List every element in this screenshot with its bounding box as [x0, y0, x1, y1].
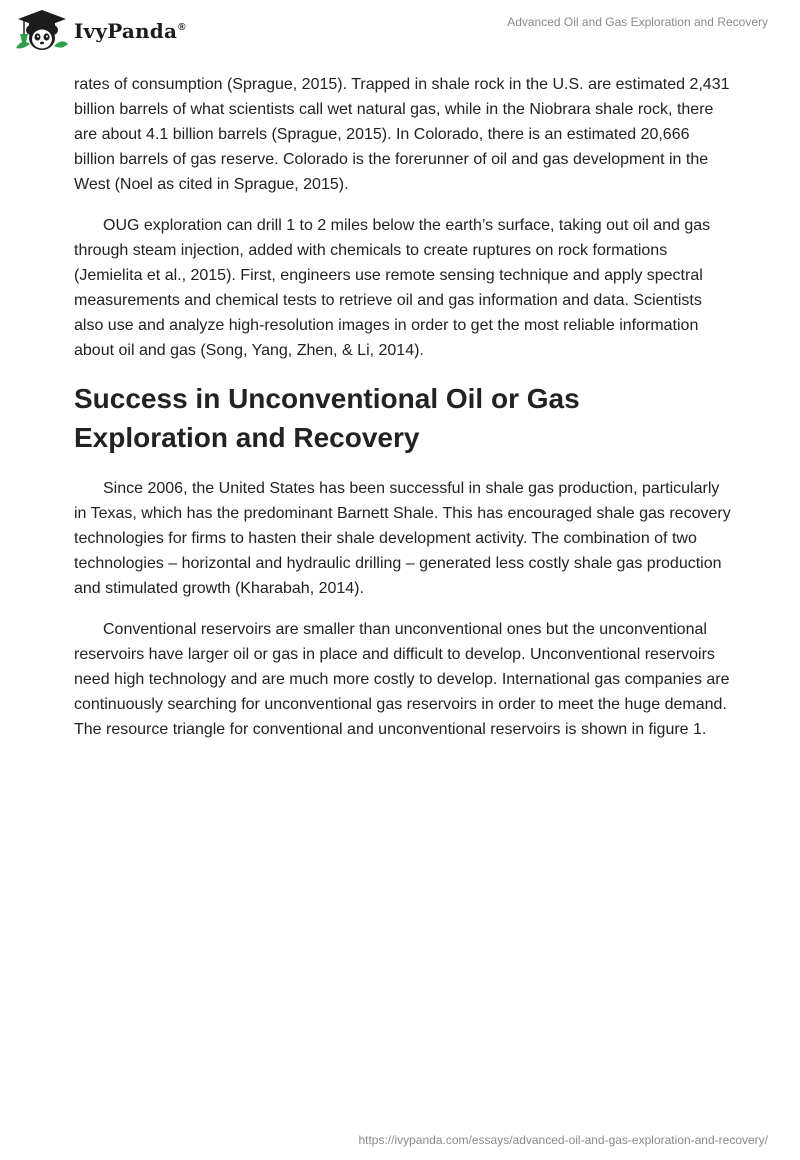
source-url[interactable]: https://ivypanda.com/essays/advanced-oil-and-gas-exploration-and-recovery/	[358, 1133, 768, 1147]
brand-label: IvyPanda	[74, 19, 178, 43]
paragraph-us-shale-success: Since 2006, the United States has been successful in shale gas production, particularly in Texas, which has the predominant Barnett Shale. This has encouraged shale gas recovery technologies for firms to hasten their shale development activity. The combination of two technologies – horizontal and hydraulic drilling – generated less costly shale gas production and stimulated growth (Kharabah, 2014).	[74, 480, 731, 597]
paragraph-continued: rates of consumption (Sprague, 2015). Trapped in shale rock in the U.S. are estimated 2,431 billion barrels of what scientists call wet natural gas, while in the Niobrara shale rock, there are about 4.1 billion barrels (Sprague, 2015). In Colorado, there is an estimated 20,666 billion barrels of gas reserve. Colorado is the forerunner of oil and gas development in the West (Noel as cited in Sprague, 2015).	[74, 76, 730, 193]
paragraph-exploration-methods: OUG exploration can drill 1 to 2 miles below the earth’s surface, taking out oil and gas through steam injection, added with chemicals to create ruptures on rock formations (Jemielita et al., 2015). First, engineers use remote sensing technique and apply spectral measurements and chemical tests to retrieve oil and gas information and data. Scientists also use and analyze high-resolution images in order to get the most reliable information about oil and gas (Song, Yang, Zhen, & Li, 2014).	[74, 217, 711, 359]
essay-body	[74, 72, 734, 758]
section-heading: Success in Unconventional Oil or Gas Exploration and Recovery	[74, 383, 580, 453]
brand-name	[74, 19, 186, 43]
ivypanda-logo[interactable]	[14, 8, 186, 52]
paragraph-reservoirs: Conventional reservoirs are smaller than unconventional ones but the unconventional reservoirs have larger oil or gas in place and difficult to develop. Unconventional reservoirs need high technology and are much more costly to develop. International gas companies are continuously searching for unconventional gas reservoirs in order to meet the huge demand. The resource triangle for conventional and unconventional reservoirs is shown in figure 1.	[74, 621, 730, 738]
document-title: Advanced Oil and Gas Exploration and Recovery	[507, 15, 768, 29]
registered-mark: ®	[178, 22, 186, 34]
page-header	[0, 0, 800, 70]
panda-graduate-icon	[14, 8, 70, 52]
